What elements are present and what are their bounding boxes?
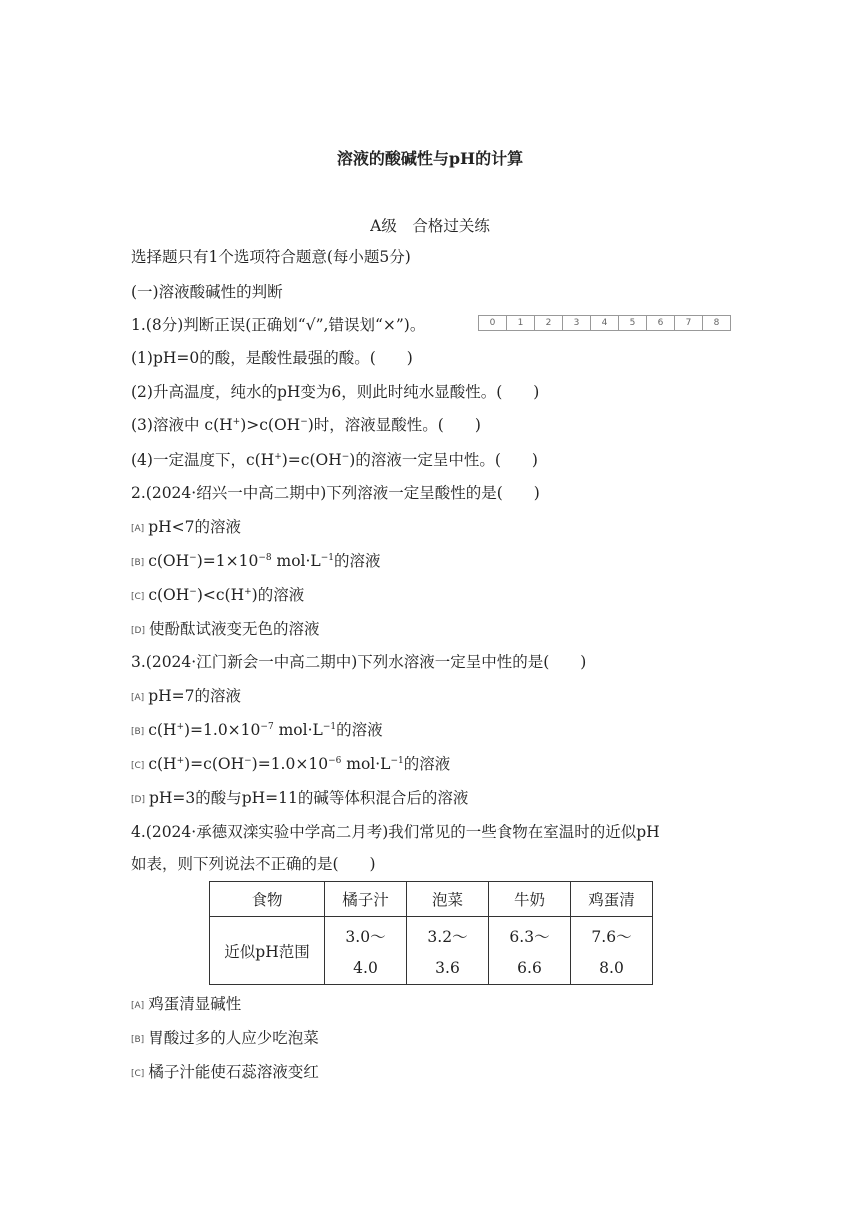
- option-text: pH=7的溶液: [148, 687, 241, 705]
- option-b[interactable]: [131, 550, 381, 574]
- score-cell[interactable]: 6: [647, 316, 675, 330]
- superscript: +: [274, 451, 282, 462]
- text: c(H: [148, 755, 177, 773]
- superscript: −: [300, 416, 308, 427]
- option-d[interactable]: [131, 787, 468, 811]
- range-start: 7.6～: [591, 927, 632, 946]
- score-cell[interactable]: 4: [591, 316, 619, 330]
- table-header-cell: 橘子汁: [325, 882, 407, 917]
- option-label: [D]: [131, 626, 145, 636]
- option-text: pH=3的酸与pH=11的碱等体积混合后的溶液: [148, 789, 469, 807]
- range-start: 3.2～: [427, 927, 468, 946]
- option-b[interactable]: [131, 1027, 319, 1051]
- table-cell: [325, 917, 407, 985]
- option-b[interactable]: [131, 719, 383, 743]
- option-d[interactable]: [131, 618, 319, 642]
- score-cell[interactable]: 7: [675, 316, 703, 330]
- text: c(H: [148, 721, 177, 739]
- option-label: [A]: [131, 693, 145, 703]
- text: )时，溶液显酸性。( ): [307, 416, 481, 434]
- question-4-stem: 4.(2024·承德双滦实验中学高二月考)我们常见的一些食物在室温时的近似pH: [131, 823, 660, 841]
- ph-table: [209, 881, 653, 985]
- score-cell[interactable]: 1: [507, 316, 535, 330]
- option-label: [C]: [131, 761, 145, 771]
- statement-2: (2)升高温度，纯水的pH变为6，则此时纯水显酸性。( ): [131, 383, 540, 401]
- range-end: 3.6: [435, 958, 460, 977]
- section-heading: (一)溶液酸碱性的判断: [131, 283, 283, 301]
- superscript: −6: [328, 755, 342, 766]
- superscript: −7: [260, 721, 274, 732]
- statement-4: [131, 449, 538, 471]
- option-label: [A]: [131, 1001, 145, 1011]
- option-label: [A]: [131, 524, 145, 534]
- table-row-label: 近似pH范围: [210, 917, 325, 985]
- option-c[interactable]: [131, 1061, 319, 1085]
- option-text: 橘子汁能使石蕊溶液变红: [148, 1063, 319, 1081]
- table-header-cell: 鸡蛋清: [571, 882, 653, 917]
- option-a[interactable]: [131, 993, 241, 1017]
- table-cell: [571, 917, 653, 985]
- score-cell[interactable]: 0: [479, 316, 507, 330]
- text: c(OH: [148, 552, 190, 570]
- table-header-cell: 泡菜: [407, 882, 489, 917]
- statement-3: [131, 414, 481, 436]
- option-text: 胃酸过多的人应少吃泡菜: [148, 1029, 319, 1047]
- page-title: 溶液的酸碱性与pH的计算: [336, 149, 524, 168]
- text: )=c(OH: [281, 451, 342, 469]
- text: )>c(OH: [240, 416, 301, 434]
- score-cell[interactable]: 2: [535, 316, 563, 330]
- text: mol·L: [341, 755, 391, 773]
- question-4-stem-cont: 如表，则下列说法不正确的是( ): [131, 855, 376, 873]
- question-1-stem: 1.(8分)判断正误(正确划“√”,错误划“×”)。: [131, 316, 426, 334]
- range-start: 6.3～: [509, 927, 550, 946]
- option-label: [B]: [131, 558, 145, 568]
- range-end: 4.0: [353, 958, 378, 977]
- superscript: +: [176, 755, 185, 766]
- superscript: −1: [322, 721, 337, 732]
- table-row: [210, 917, 653, 985]
- range-end: 6.6: [517, 958, 542, 977]
- text: )的溶液: [251, 586, 305, 604]
- text: c(OH: [148, 586, 190, 604]
- option-label: [C]: [131, 592, 145, 602]
- superscript: −: [341, 451, 350, 462]
- score-grid[interactable]: [478, 315, 731, 331]
- text: 的溶液: [403, 755, 451, 773]
- instructions: 选择题只有1个选项符合题意(每小题5分): [131, 248, 411, 266]
- text: )=c(OH: [184, 755, 245, 773]
- option-text: 使酚酞试液变无色的溶液: [148, 620, 320, 638]
- statement-1: (1)pH=0的酸，是酸性最强的酸。( ): [131, 349, 413, 367]
- text: )=1.0×10: [251, 755, 329, 773]
- table-header-row: [210, 882, 653, 917]
- score-cell[interactable]: 3: [563, 316, 591, 330]
- text: 的溶液: [334, 552, 381, 570]
- range-start: 3.0～: [345, 927, 386, 946]
- option-text: pH<7的溶液: [148, 518, 241, 536]
- text: )的溶液一定呈中性。( ): [349, 451, 538, 469]
- text: )=1.0×10: [184, 721, 261, 739]
- question-2-stem: 2.(2024·绍兴一中高二期中)下列溶液一定呈酸性的是( ): [131, 484, 540, 502]
- superscript: +: [244, 586, 252, 597]
- superscript: −8: [258, 552, 272, 563]
- option-a[interactable]: [131, 516, 241, 540]
- option-label: [D]: [131, 795, 145, 805]
- score-cell[interactable]: 8: [713, 318, 720, 328]
- option-a[interactable]: [131, 685, 241, 709]
- superscript: +: [176, 721, 184, 732]
- superscript: −1: [320, 552, 335, 563]
- text: 的溶液: [336, 721, 383, 739]
- range-end: 8.0: [599, 958, 624, 977]
- table-header-cell: 食物: [210, 882, 325, 917]
- text: mol·L: [273, 721, 323, 739]
- option-c[interactable]: [131, 584, 304, 608]
- table-cell: [407, 917, 489, 985]
- text: (3)溶液中 c(H: [131, 416, 233, 434]
- option-label: [B]: [131, 1035, 145, 1045]
- table-cell: [489, 917, 571, 985]
- text: )=1×10: [196, 552, 259, 570]
- superscript: −: [189, 552, 197, 563]
- option-label: [C]: [131, 1069, 145, 1079]
- superscript: −: [244, 755, 252, 766]
- question-3-stem: 3.(2024·江门新会一中高二期中)下列水溶液一定呈中性的是( ): [131, 653, 587, 671]
- superscript: −: [189, 586, 197, 597]
- text: mol·L: [271, 552, 321, 570]
- option-label: [B]: [131, 727, 145, 737]
- text: )<c(H: [196, 586, 245, 604]
- table-header-cell: 牛奶: [489, 882, 571, 917]
- text: (4)一定温度下，c(H: [131, 451, 275, 469]
- level-heading: A级 合格过关练: [370, 217, 490, 235]
- option-text: 鸡蛋清显碱性: [148, 995, 242, 1013]
- superscript: −1: [390, 755, 404, 766]
- option-c[interactable]: [131, 753, 450, 777]
- superscript: +: [232, 416, 241, 427]
- score-cell[interactable]: 5: [619, 316, 647, 330]
